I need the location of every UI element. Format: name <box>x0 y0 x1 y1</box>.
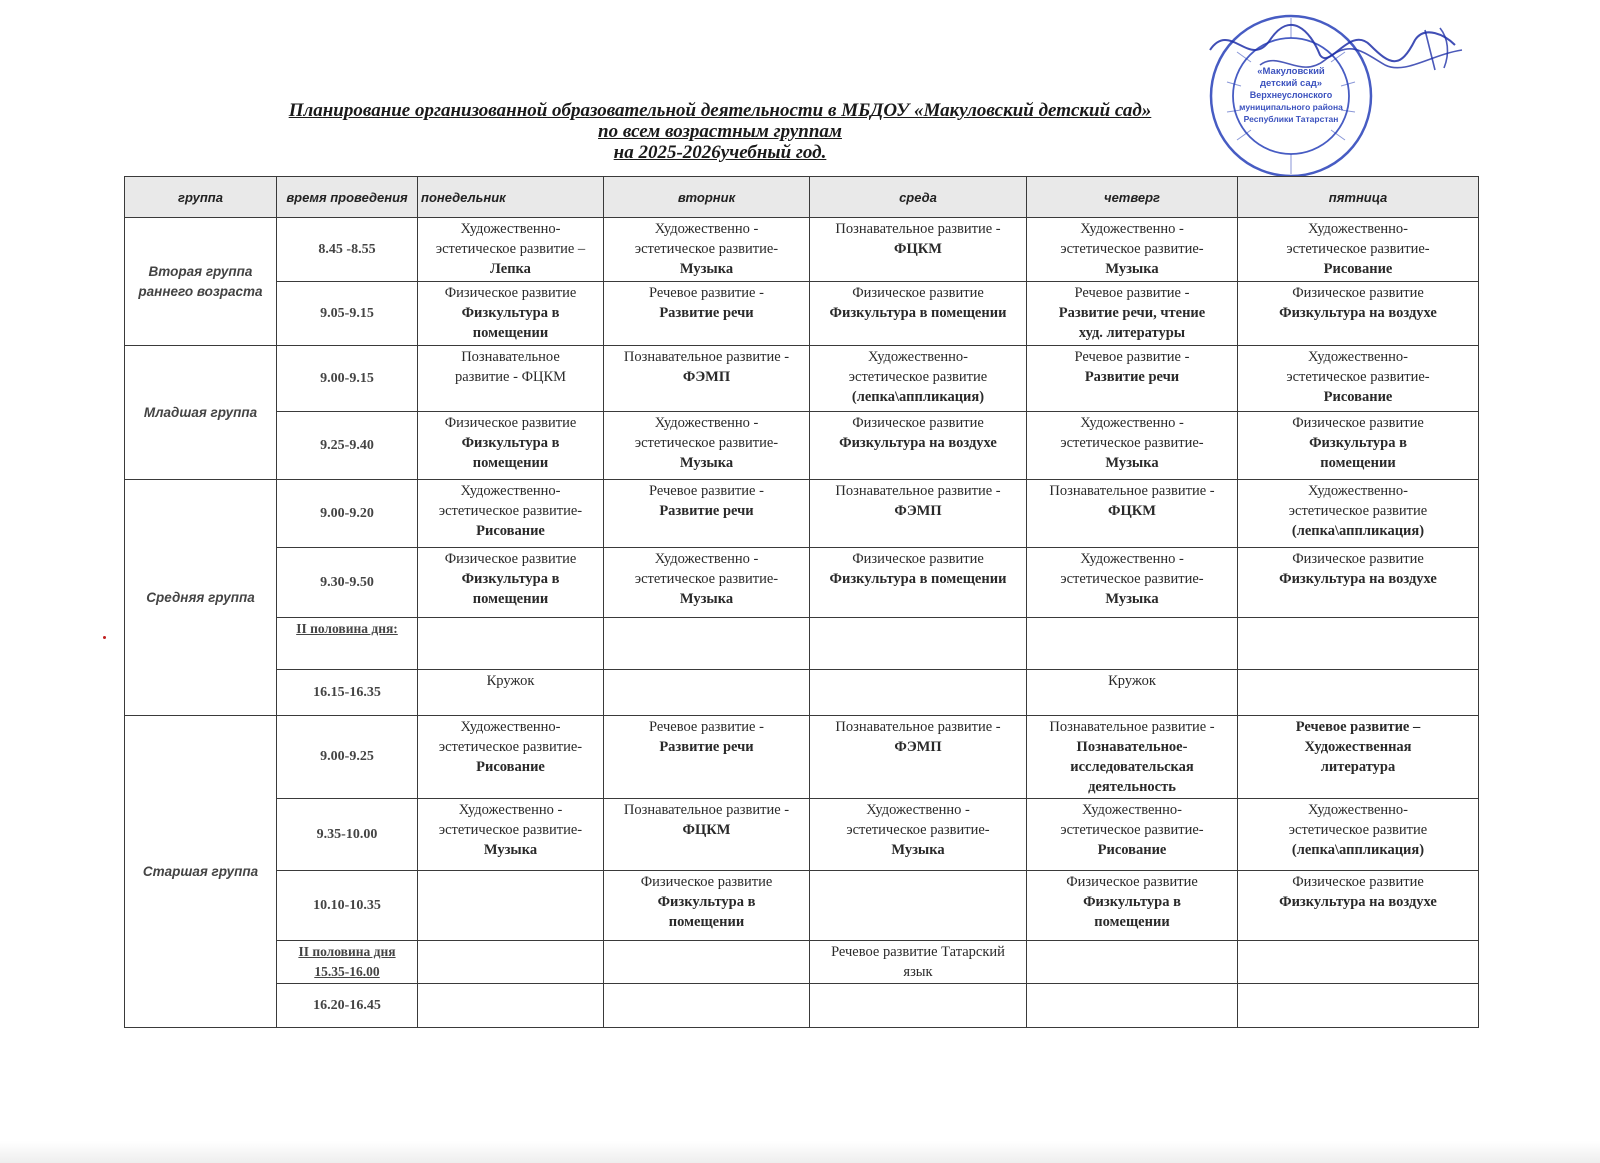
activity-text: Физическое развитие <box>852 285 984 301</box>
activity-text: (лепка\аппликация) <box>851 389 985 405</box>
activity-text: Физическое развитие <box>852 415 984 431</box>
table-row <box>125 941 1479 984</box>
activity-cell-tue <box>604 799 810 871</box>
activity-cell-mon <box>418 670 604 716</box>
activity-text: Художественно - <box>1080 551 1184 567</box>
activity-cell-tue <box>604 412 810 480</box>
activity-text: Физическое развитие <box>1066 874 1198 890</box>
activity-text: Музыка <box>1105 455 1159 471</box>
activity-text: Познавательное развитие - <box>835 719 1001 735</box>
time-cell: 16.20-16.45 <box>277 984 418 1028</box>
activity-cell-wed <box>810 548 1027 618</box>
activity-cell-fri <box>1238 799 1479 871</box>
header-wednesday: среда <box>810 177 1027 218</box>
activity-cell-tue <box>604 548 810 618</box>
activity-text: Познавательное- <box>1076 739 1188 755</box>
activity-text: ФЦКМ <box>1108 503 1156 519</box>
activity-text: Художественно - <box>654 551 759 567</box>
svg-text:муниципального района: муниципального района <box>1239 102 1343 112</box>
activity-text: Физкультура на воздухе <box>839 435 997 451</box>
activity-text: эстетическое развитие <box>1288 822 1428 838</box>
activity-cell-wed <box>810 412 1027 480</box>
title-line-2: по всем возрастным группам <box>598 121 842 142</box>
activity-cell-thu <box>1027 618 1238 670</box>
activity-text: эстетическое развитие- <box>1286 369 1430 385</box>
time-cell: 9.35-10.00 <box>277 799 418 871</box>
activity-text: Физическое развитие <box>1292 874 1424 890</box>
activity-text: эстетическое развитие- <box>1060 241 1204 257</box>
schedule-table <box>124 176 1479 1028</box>
activity-text: Речевое развитие - <box>649 285 764 301</box>
activity-text: Познавательное развитие - <box>1049 483 1215 499</box>
activity-cell-tue <box>604 941 810 984</box>
activity-cell-wed <box>810 282 1027 346</box>
table-row <box>125 670 1479 716</box>
activity-text: ФЭМП <box>682 369 731 385</box>
activity-text: Познавательное развитие - <box>623 349 790 365</box>
title-line-3: на 2025-2026учебный год. <box>613 142 827 163</box>
red-ink-dot <box>103 636 106 639</box>
activity-text: (лепка\аппликация) <box>1291 842 1425 858</box>
activity-text: Художественно- <box>460 483 561 499</box>
activity-text: Речевое развитие - <box>649 719 764 735</box>
activity-text: Физкультура в помещении <box>829 571 1007 587</box>
activity-cell-thu <box>1027 670 1238 716</box>
activity-cell-fri <box>1238 412 1479 480</box>
activity-cell-tue <box>604 346 810 412</box>
table-row <box>125 716 1479 799</box>
activity-cell-tue <box>604 618 810 670</box>
activity-text: эстетическое развитие- <box>846 822 990 838</box>
activity-text: Физкультура в <box>1309 435 1407 451</box>
activity-text: Художественно- <box>1308 483 1408 499</box>
activity-cell-mon <box>418 218 604 282</box>
activity-text: Кружок <box>1108 673 1156 689</box>
activity-cell-wed <box>810 670 1027 716</box>
activity-text: Художественно- <box>460 719 561 735</box>
activity-cell-thu <box>1027 799 1238 871</box>
time-cell: 9.00-9.25 <box>277 716 418 799</box>
table-row <box>125 799 1479 871</box>
activity-text: помещении <box>668 914 745 930</box>
activity-cell-mon <box>418 548 604 618</box>
time-cell: 9.00-9.20 <box>277 480 418 548</box>
activity-text: ФЭМП <box>894 503 942 519</box>
activity-cell-thu <box>1027 282 1238 346</box>
activity-cell-wed <box>810 984 1027 1028</box>
time-cell: 8.45 -8.55 <box>277 218 418 282</box>
group-name-cell: Вторая группа раннего возраста <box>125 218 277 346</box>
header-row <box>125 177 1479 218</box>
activity-cell-thu <box>1027 716 1238 799</box>
activity-text: Развитие речи <box>1084 369 1180 385</box>
activity-text: литература <box>1320 759 1396 775</box>
handwritten-signature <box>1200 10 1470 100</box>
activity-cell-mon <box>418 871 604 941</box>
activity-text: помещении <box>1320 455 1396 471</box>
activity-text: Физическое развитие <box>640 874 773 890</box>
activity-cell-fri <box>1238 480 1479 548</box>
activity-text: Художественно - <box>458 802 563 818</box>
svg-text:Республики Татарстан: Республики Татарстан <box>1243 114 1339 124</box>
activity-text: развитие - ФЦКМ <box>454 369 567 385</box>
time-cell: 9.05-9.15 <box>277 282 418 346</box>
table-row <box>125 218 1479 282</box>
time-cell: 9.30-9.50 <box>277 548 418 618</box>
activity-text: Художественно - <box>866 802 970 818</box>
activity-text: Художественно- <box>1308 349 1408 365</box>
activity-cell-fri <box>1238 218 1479 282</box>
group-name-cell: Младшая группа <box>125 346 277 480</box>
activity-text: Физкультура в <box>461 305 560 321</box>
activity-cell-thu <box>1027 346 1238 412</box>
activity-cell-wed <box>810 346 1027 412</box>
activity-cell-mon <box>418 346 604 412</box>
activity-text: Музыка <box>679 591 734 607</box>
activity-text: Физкультура на воздухе <box>1279 305 1437 321</box>
activity-text: Рисование <box>1097 842 1167 858</box>
activity-cell-thu <box>1027 871 1238 941</box>
activity-text: эстетическое развитие- <box>438 822 583 838</box>
header-friday: пятница <box>1238 177 1479 218</box>
activity-text: эстетическое развитие <box>1288 503 1428 519</box>
activity-text: Художественно- <box>1308 221 1408 237</box>
activity-cell-mon <box>418 716 604 799</box>
activity-text: язык <box>903 964 933 980</box>
activity-text: Музыка <box>1105 591 1159 607</box>
header-thursday: четверг <box>1027 177 1238 218</box>
activity-cell-fri <box>1238 984 1479 1028</box>
time-cell: II половина дня 15.35-16.00 <box>277 941 418 984</box>
activity-cell-wed <box>810 218 1027 282</box>
activity-text: Рисование <box>476 523 545 539</box>
activity-text: Художественно - <box>654 415 759 431</box>
activity-text: Физическое развитие <box>1292 415 1424 431</box>
activity-cell-mon <box>418 799 604 871</box>
activity-cell-tue <box>604 716 810 799</box>
activity-cell-tue <box>604 218 810 282</box>
activity-text: помещении <box>472 591 549 607</box>
svg-text:«Макуловский: «Макуловский <box>1257 66 1325 77</box>
activity-cell-fri <box>1238 941 1479 984</box>
activity-text: эстетическое развитие- <box>1060 822 1204 838</box>
activity-text: Музыка <box>1105 261 1159 277</box>
activity-cell-mon <box>418 282 604 346</box>
activity-cell-wed <box>810 799 1027 871</box>
activity-text: Развитие речи, чтение <box>1058 305 1206 321</box>
activity-cell-mon <box>418 618 604 670</box>
activity-text: Физкультура в <box>461 571 560 587</box>
scan-bottom-edge <box>0 1141 1600 1163</box>
activity-text: Физическое развитие <box>444 415 577 431</box>
activity-text: эстетическое развитие- <box>438 739 583 755</box>
activity-text: Художественно- <box>1308 802 1408 818</box>
activity-text: Познавательное развитие - <box>835 483 1001 499</box>
activity-cell-wed <box>810 618 1027 670</box>
activity-text: Музыка <box>679 261 734 277</box>
activity-text: Рисование <box>476 759 545 775</box>
activity-text: эстетическое развитие- <box>634 571 779 587</box>
activity-text: Речевое развитие Татарский <box>831 944 1005 960</box>
activity-text: Познавательное развитие - <box>623 802 790 818</box>
table-row <box>125 282 1479 346</box>
activity-cell-tue <box>604 670 810 716</box>
activity-text: Физическое развитие <box>1292 285 1424 301</box>
activity-text: (лепка\аппликация) <box>1291 523 1425 539</box>
activity-cell-wed <box>810 871 1027 941</box>
activity-text: Физкультура на воздухе <box>1279 571 1437 587</box>
table-row <box>125 984 1479 1028</box>
activity-text: Физкультура на воздухе <box>1279 894 1437 910</box>
document-title <box>120 100 1320 163</box>
time-cell: 10.10-10.35 <box>277 871 418 941</box>
activity-text: худ. литературы <box>1078 325 1186 341</box>
activity-cell-thu <box>1027 218 1238 282</box>
activity-text: Рисование <box>1323 261 1393 277</box>
activity-text: эстетическое развитие – <box>435 241 586 257</box>
activity-text: исследовательская <box>1070 759 1194 775</box>
activity-cell-wed <box>810 941 1027 984</box>
table-row <box>125 346 1479 412</box>
activity-cell-fri <box>1238 716 1479 799</box>
activity-text: эстетическое развитие- <box>1060 571 1204 587</box>
activity-text: Музыка <box>891 842 945 858</box>
activity-text: эстетическое развитие <box>848 369 988 385</box>
activity-text: деятельность <box>1088 779 1176 795</box>
table-row <box>125 548 1479 618</box>
activity-text: Художественно- <box>1082 802 1182 818</box>
activity-cell-tue <box>604 871 810 941</box>
activity-cell-tue <box>604 282 810 346</box>
svg-text:детский сад»: детский сад» <box>1259 78 1323 89</box>
activity-text: Познавательное развитие - <box>1049 719 1215 735</box>
activity-cell-fri <box>1238 618 1479 670</box>
activity-text: Художественно - <box>1080 221 1184 237</box>
activity-cell-thu <box>1027 548 1238 618</box>
activity-text: помещении <box>472 325 549 341</box>
activity-text: Развитие речи <box>659 503 754 519</box>
activity-text: Художественная <box>1304 739 1412 755</box>
activity-cell-tue <box>604 984 810 1028</box>
activity-cell-thu <box>1027 412 1238 480</box>
activity-text: Развитие речи <box>659 305 754 321</box>
activity-text: Художественно - <box>654 221 759 237</box>
activity-text: Художественно- <box>868 349 968 365</box>
activity-cell-fri <box>1238 670 1479 716</box>
activity-text: Речевое развитие – <box>1295 719 1421 735</box>
activity-text: Речевое развитие - <box>1074 349 1190 365</box>
activity-text: Физическое развитие <box>444 551 577 567</box>
activity-text: эстетическое развитие- <box>1286 241 1430 257</box>
activity-text: эстетическое развитие- <box>634 241 779 257</box>
activity-text: эстетическое развитие- <box>634 435 779 451</box>
activity-text: эстетическое развитие- <box>1060 435 1204 451</box>
header-tuesday: вторник <box>604 177 810 218</box>
activity-text: Музыка <box>483 842 538 858</box>
time-cell: 9.00-9.15 <box>277 346 418 412</box>
activity-cell-thu <box>1027 480 1238 548</box>
activity-text: Лепка <box>490 261 531 277</box>
activity-text: Рисование <box>1323 389 1393 405</box>
activity-text: ФЦКМ <box>894 241 942 257</box>
activity-cell-fri <box>1238 548 1479 618</box>
group-name-cell: Старшая группа <box>125 716 277 1028</box>
activity-text: Речевое развитие - <box>649 483 764 499</box>
activity-cell-mon <box>418 412 604 480</box>
activity-text: Развитие речи <box>659 739 754 755</box>
activity-cell-mon <box>418 480 604 548</box>
activity-cell-fri <box>1238 282 1479 346</box>
activity-cell-thu <box>1027 984 1238 1028</box>
activity-text: Речевое развитие - <box>1074 285 1190 301</box>
activity-text: помещении <box>472 455 549 471</box>
activity-text: Художественно - <box>1080 415 1184 431</box>
header-time: время проведения <box>277 177 418 218</box>
activity-cell-wed <box>810 716 1027 799</box>
activity-text: Познавательное <box>461 349 560 365</box>
table-row <box>125 871 1479 941</box>
activity-text: Физкультура в <box>461 435 560 451</box>
activity-text: Физическое развитие <box>444 285 577 301</box>
activity-text: Физкультура в помещении <box>829 305 1007 321</box>
activity-cell-mon <box>418 984 604 1028</box>
activity-text: Физическое развитие <box>852 551 984 567</box>
activity-text: Физкультура в <box>1083 894 1181 910</box>
activity-text: Музыка <box>679 455 734 471</box>
activity-text: Физическое развитие <box>1292 551 1424 567</box>
activity-cell-fri <box>1238 346 1479 412</box>
header-monday: понедельник <box>418 177 604 218</box>
activity-text: Познавательное развитие - <box>835 221 1001 237</box>
time-cell: 16.15-16.35 <box>277 670 418 716</box>
svg-text:Верхнеуслонского: Верхнеуслонского <box>1249 90 1333 100</box>
activity-text: помещении <box>1094 914 1170 930</box>
time-cell: 9.25-9.40 <box>277 412 418 480</box>
table-row <box>125 480 1479 548</box>
activity-text: Кружок <box>486 673 535 689</box>
activity-text: Физкультура в <box>657 894 756 910</box>
activity-text: эстетическое развитие- <box>438 503 583 519</box>
activity-text: ФЦКМ <box>682 822 731 838</box>
header-group: группа <box>125 177 277 218</box>
activity-text: ФЭМП <box>894 739 942 755</box>
table-row <box>125 412 1479 480</box>
activity-cell-thu <box>1027 941 1238 984</box>
activity-text: Художественно- <box>460 221 561 237</box>
title-line-1: Планирование организованной образовательной деятельности в МБДОУ «Макуловский детский сад» <box>288 100 1152 121</box>
activity-cell-tue <box>604 480 810 548</box>
time-cell: II половина дня: <box>277 618 418 670</box>
group-name-cell: Средняя группа <box>125 480 277 716</box>
table-row <box>125 618 1479 670</box>
activity-cell-fri <box>1238 871 1479 941</box>
activity-cell-mon <box>418 941 604 984</box>
activity-cell-wed <box>810 480 1027 548</box>
schedule-body <box>125 218 1479 1028</box>
